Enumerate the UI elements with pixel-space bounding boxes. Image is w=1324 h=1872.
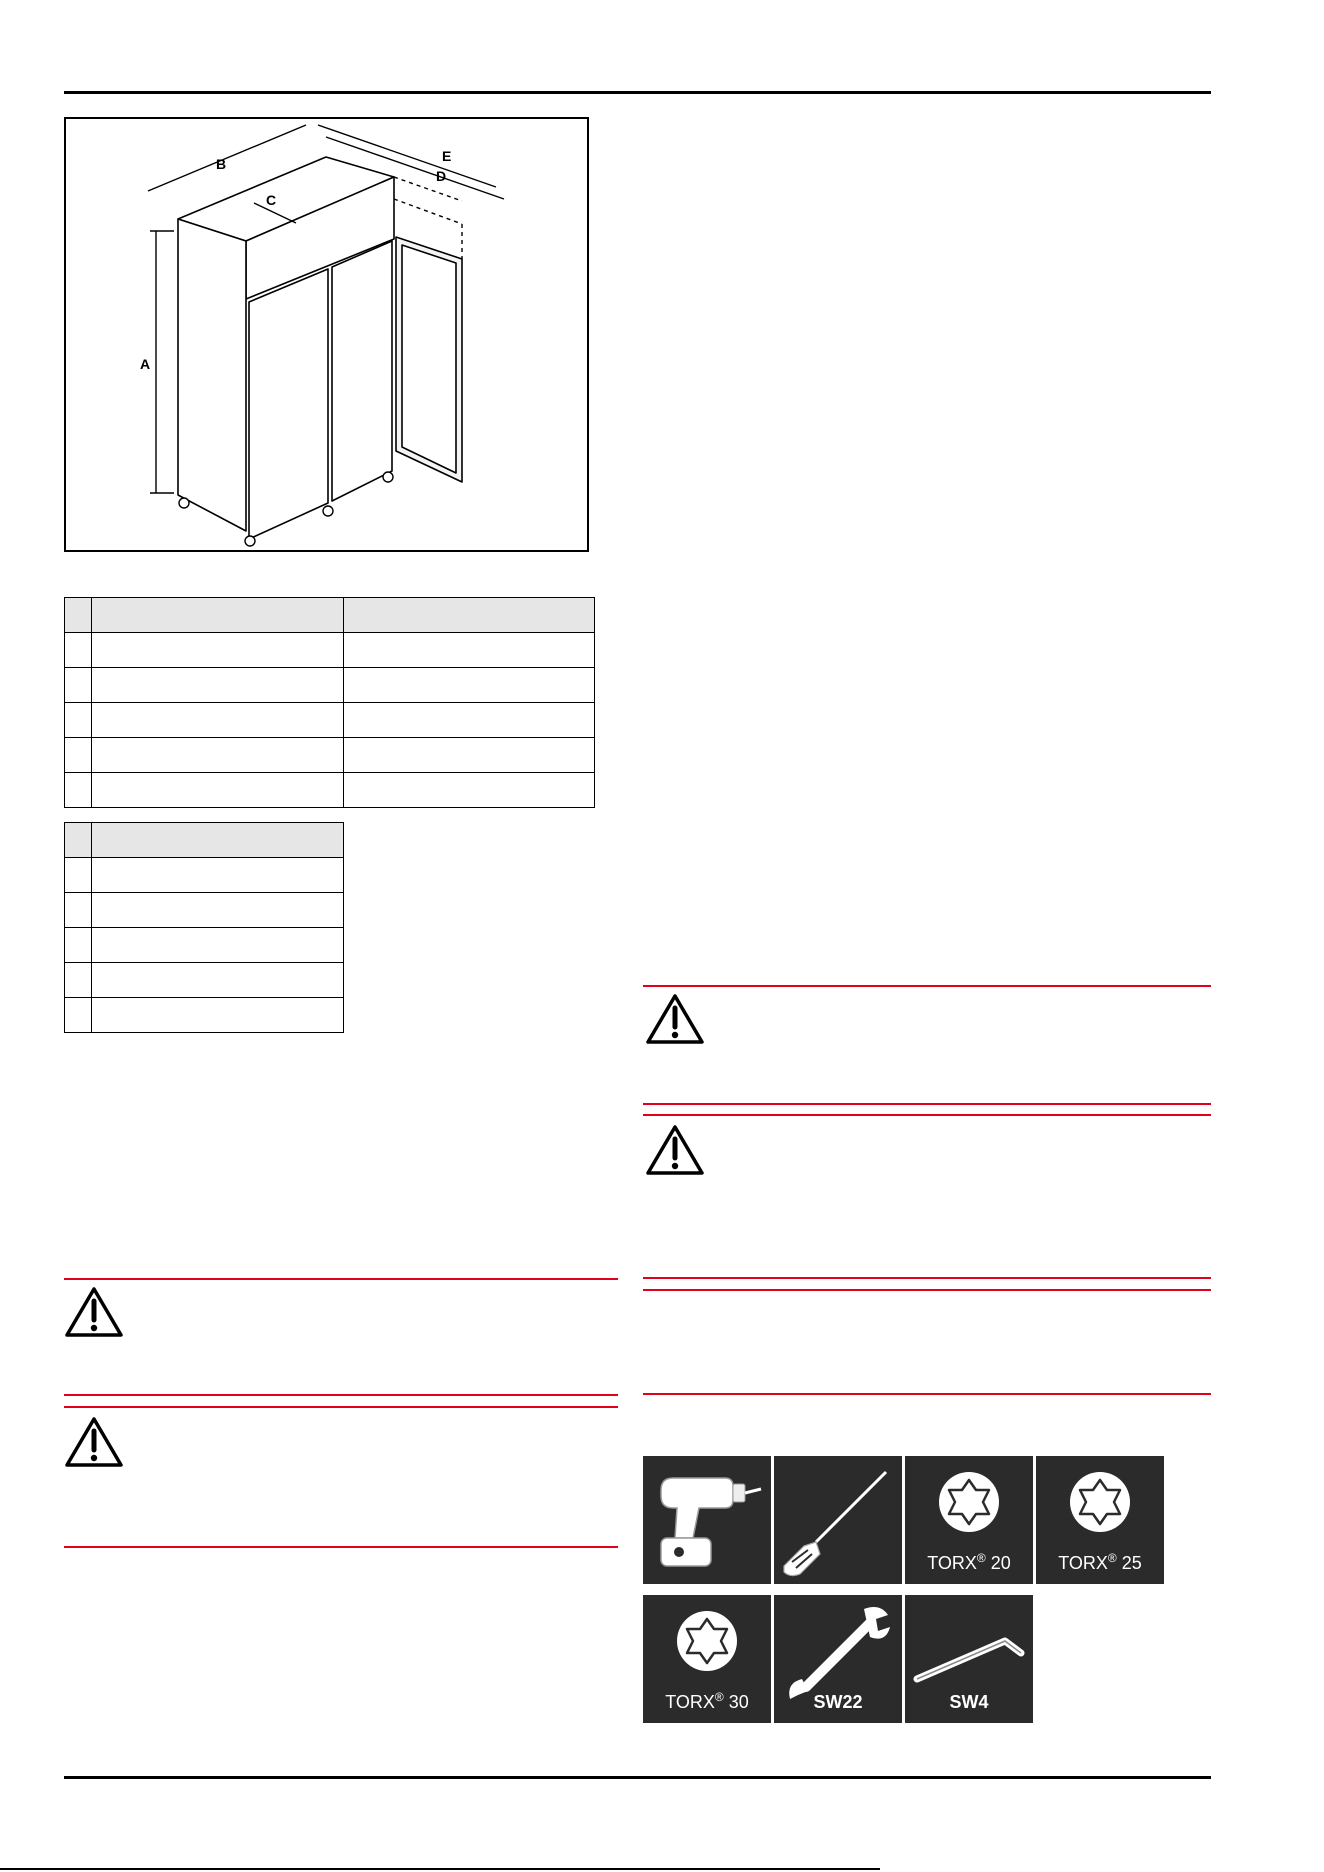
- table-cell: [92, 858, 344, 893]
- table-header-row: [65, 598, 595, 633]
- table-cell: [344, 598, 595, 633]
- table-row: [65, 703, 595, 738]
- warning-rule: [643, 985, 1211, 987]
- tool-tile-torx-30: [643, 1595, 771, 1723]
- table-cell: [344, 668, 595, 703]
- warning-rule: [64, 1546, 618, 1548]
- dimension-label-c: C: [266, 192, 277, 208]
- tool-label: TORX® 20: [927, 1551, 1011, 1573]
- tool-label: TORX® 25: [1058, 1551, 1142, 1573]
- dimension-label-e: E: [442, 148, 452, 164]
- footer-rule: [64, 1776, 1211, 1779]
- table-cell: [344, 703, 595, 738]
- warning-rule: [643, 1114, 1211, 1116]
- warning-rule: [64, 1406, 618, 1408]
- table-cell: [92, 963, 344, 998]
- table-cell: [92, 668, 344, 703]
- table-cell: [344, 738, 595, 773]
- table-cell: [65, 703, 92, 738]
- table-cell: [92, 773, 344, 808]
- tool-tile-torx-20: [905, 1456, 1033, 1584]
- table-row: [65, 998, 344, 1033]
- dimensions-table: [64, 597, 595, 808]
- table-row: [65, 963, 344, 998]
- tool-tile-torx-25: [1036, 1456, 1164, 1584]
- table-cell: [92, 893, 344, 928]
- table-cell: [65, 858, 92, 893]
- tool-tile-drill: [643, 1456, 771, 1584]
- table-cell: [344, 633, 595, 668]
- dimension-label-d: D: [436, 168, 447, 184]
- table-cell: [92, 998, 344, 1033]
- tool-tile-wrench-sw22: [774, 1595, 902, 1723]
- table-cell: [92, 703, 344, 738]
- tool-tile-allen-sw4: [905, 1595, 1033, 1723]
- table-cell: [65, 598, 92, 633]
- warning-icon: [645, 993, 705, 1045]
- table-cell: [65, 633, 92, 668]
- table-cell: [92, 823, 344, 858]
- table-row: [65, 928, 344, 963]
- table-row: [65, 738, 595, 773]
- cordless-drill-icon: [643, 1456, 771, 1584]
- warning-rule: [64, 1394, 618, 1396]
- table-cell: [65, 893, 92, 928]
- table-cell: [344, 773, 595, 808]
- table-cell: [65, 963, 92, 998]
- warning-icon: [645, 1124, 705, 1176]
- table-cell: [65, 928, 92, 963]
- weights-table: [64, 822, 344, 1033]
- tool-label: SW22: [813, 1692, 863, 1712]
- note-rule: [643, 1393, 1211, 1395]
- table-cell: [65, 668, 92, 703]
- screwdriver-icon: [774, 1456, 902, 1584]
- warning-rule: [643, 1277, 1211, 1279]
- table-cell: [65, 738, 92, 773]
- tool-label: SW4: [949, 1692, 989, 1712]
- table-row: [65, 668, 595, 703]
- dimension-label-b: B: [216, 156, 227, 172]
- page-edge-rule: [0, 1868, 880, 1870]
- tool-label: TORX® 30: [665, 1690, 749, 1712]
- table-row: [65, 893, 344, 928]
- table-cell: [65, 823, 92, 858]
- refrigerator-drawing: [66, 119, 587, 550]
- table-cell: [92, 633, 344, 668]
- header-rule: [64, 91, 1211, 94]
- dimension-label-a: A: [140, 356, 151, 372]
- warning-icon: [64, 1286, 124, 1338]
- table-row: [65, 858, 344, 893]
- table-cell: [92, 738, 344, 773]
- warning-rule: [643, 1103, 1211, 1105]
- table-cell: [65, 773, 92, 808]
- table-row: [65, 633, 595, 668]
- table-cell: [92, 598, 344, 633]
- dimension-figure: [64, 117, 589, 552]
- table-header-row: [65, 823, 344, 858]
- tool-tile-screwdriver: [774, 1456, 902, 1584]
- warning-icon: [64, 1416, 124, 1468]
- warning-rule: [64, 1278, 618, 1280]
- table-cell: [65, 998, 92, 1033]
- note-rule: [643, 1289, 1211, 1291]
- table-cell: [92, 928, 344, 963]
- table-row: [65, 773, 595, 808]
